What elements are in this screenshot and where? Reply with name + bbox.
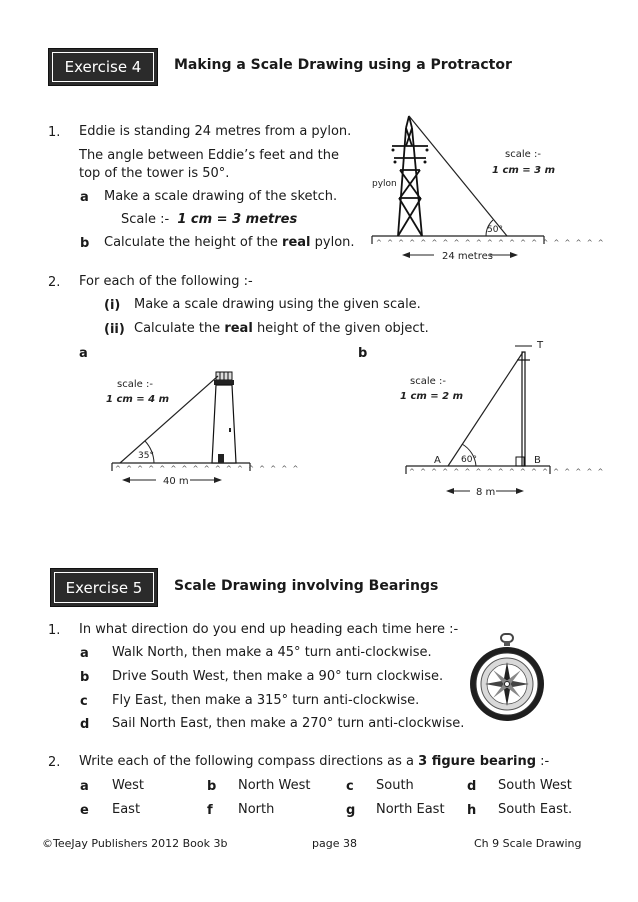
ex5-q2-a-text: West bbox=[112, 778, 144, 793]
ex5-q2-h-label: h bbox=[467, 803, 477, 818]
pole-angle: 60° bbox=[461, 455, 477, 465]
footer-right: Ch 9 Scale Drawing bbox=[474, 837, 582, 850]
pole-label-B: B bbox=[534, 455, 541, 466]
ex5-q2-g-label: g bbox=[346, 803, 356, 818]
q1-scale-value: 1 cm = 3 metres bbox=[177, 212, 298, 227]
ex5-q1-intro: In what direction do you end up heading each time here :- bbox=[79, 622, 459, 637]
ex5-q1-number: 1. bbox=[48, 623, 61, 638]
lighthouse-scale-value: 1 cm = 4 m bbox=[106, 394, 169, 405]
q2-number: 2. bbox=[48, 275, 61, 290]
footer-page: page 38 bbox=[312, 837, 357, 850]
pylon-scale-value: 1 cm = 3 m bbox=[492, 165, 555, 176]
ex5-q2-d-label: d bbox=[467, 779, 477, 794]
ex5-q1-b-text: Drive South West, then make a 90° turn clockwise. bbox=[112, 669, 444, 684]
q2-i-text: Make a scale drawing using the given scale. bbox=[134, 297, 421, 312]
pole-label-A: A bbox=[434, 455, 441, 466]
exercise-5-label: Exercise 5 bbox=[65, 578, 143, 597]
q2-a-label: a bbox=[79, 346, 88, 361]
pylon-distance: 24 metres bbox=[442, 251, 493, 262]
lighthouse-figure bbox=[100, 360, 300, 495]
compass-icon bbox=[466, 632, 548, 724]
q1-line1: Eddie is standing 24 metres from a pylon. bbox=[79, 124, 352, 139]
ex5-q1-a-text: Walk North, then make a 45° turn anti-clockwise. bbox=[112, 645, 432, 660]
exercise-5-title: Scale Drawing involving Bearings bbox=[174, 578, 439, 594]
pole bbox=[515, 346, 532, 466]
q1-b-bold: real bbox=[282, 235, 311, 250]
pole-distance: 8 m bbox=[476, 487, 496, 498]
q2-ii-label: (ii) bbox=[104, 322, 125, 337]
pole-scale-value: 1 cm = 2 m bbox=[400, 391, 463, 402]
q2-i-label: (i) bbox=[104, 298, 121, 313]
pylon-tower bbox=[392, 116, 428, 236]
ex5-q2-intro-bold: 3 figure bearing bbox=[418, 754, 537, 769]
exercise-4-label: Exercise 4 bbox=[64, 58, 142, 76]
pole-figure bbox=[398, 338, 605, 503]
q1-a-label: a bbox=[80, 190, 89, 205]
ex5-q1-c-text: Fly East, then make a 315° turn anti-clockwise. bbox=[112, 693, 420, 708]
ex5-q2-f-label: f bbox=[207, 803, 213, 818]
footer-left: ©TeeJay Publishers 2012 Book 3b bbox=[42, 837, 228, 850]
q1-a-text: Make a scale drawing of the sketch. bbox=[104, 189, 338, 204]
ex5-q2-h-text: South East. bbox=[498, 802, 573, 817]
pylon-angle: 50° bbox=[487, 225, 503, 235]
q2-intro: For each of the following :- bbox=[79, 274, 253, 289]
ex5-q2-g-text: North East bbox=[376, 802, 445, 817]
q2-ii-text bbox=[134, 321, 429, 336]
pole-scale-label: scale :- bbox=[410, 376, 446, 387]
q2-ii-post: height of the given object. bbox=[256, 321, 429, 336]
ex5-q2-d-text: South West bbox=[498, 778, 572, 793]
q1-line2: The angle between Eddie’s feet and the bbox=[79, 148, 339, 163]
ex5-q2-intro-pre: Write each of the following compass directions as a bbox=[79, 754, 415, 769]
q1-scale-prefix: Scale :- bbox=[121, 212, 170, 227]
q2-ii-bold: real bbox=[224, 321, 253, 336]
ex5-q2-f-text: North bbox=[238, 802, 275, 817]
ex5-q2-c-label: c bbox=[346, 779, 354, 794]
q1-b-pre: Calculate the height of the bbox=[104, 235, 278, 250]
pylon-scale-label: scale :- bbox=[505, 149, 541, 160]
ex5-q2-intro bbox=[79, 754, 549, 769]
ex5-q2-number: 2. bbox=[48, 755, 61, 770]
lighthouse bbox=[212, 372, 236, 463]
exercise-5-badge bbox=[50, 568, 158, 607]
ex5-q1-b-label: b bbox=[80, 670, 90, 685]
lighthouse-angle: 35° bbox=[138, 451, 154, 461]
q1-scale bbox=[121, 212, 297, 227]
ex5-q2-e-text: East bbox=[112, 802, 141, 817]
ex5-q1-c-label: c bbox=[80, 694, 88, 709]
q2-ii-pre: Calculate the bbox=[134, 321, 221, 336]
ex5-q2-e-label: e bbox=[80, 803, 89, 818]
lighthouse-scale-label: scale :- bbox=[117, 379, 153, 390]
q1-b-text bbox=[104, 235, 355, 250]
q1-number: 1. bbox=[48, 125, 61, 140]
ex5-q1-d-text: Sail North East, then make a 270° turn anti-clockwise. bbox=[112, 716, 465, 731]
svg-text:^ ^ ^ ^ ^ ^ ^ ^ ^ ^ ^ ^ ^ ^ ^: ^ ^ ^ ^ ^ ^ ^ ^ ^ ^ ^ ^ ^ ^ ^ ^ ^ bbox=[115, 465, 300, 473]
pole-label-T: T bbox=[537, 340, 544, 351]
q1-b-post: pylon. bbox=[314, 235, 355, 250]
q1-line3: top of the tower is 50°. bbox=[79, 166, 230, 181]
svg-text:^ ^ ^ ^ ^ ^ ^ ^ ^ ^ ^ ^ ^ ^ ^: ^ ^ ^ ^ ^ ^ ^ ^ ^ ^ ^ ^ ^ ^ ^ ^ ^ ^ bbox=[409, 468, 605, 476]
ex5-q2-b-text: North West bbox=[238, 778, 311, 793]
exercise-4-badge bbox=[48, 48, 158, 86]
pylon-label: pylon bbox=[372, 179, 397, 189]
pylon-figure bbox=[362, 108, 606, 268]
q1-b-label: b bbox=[80, 236, 90, 251]
ex5-q2-b-label: b bbox=[207, 779, 217, 794]
q2-b-label: b bbox=[358, 346, 368, 361]
svg-text:^ ^ ^ ^ ^ ^ ^ ^ ^ ^ ^ ^ ^ ^ ^: ^ ^ ^ ^ ^ ^ ^ ^ ^ ^ ^ ^ ^ ^ ^ ^ ^ ^ ^ ^ ^ bbox=[376, 239, 606, 247]
ex5-q1-a-label: a bbox=[80, 646, 89, 661]
ex5-q2-a-label: a bbox=[80, 779, 89, 794]
ex5-q2-intro-post: :- bbox=[540, 754, 550, 769]
ex5-q1-d-label: d bbox=[80, 717, 90, 732]
ex5-q2-c-text: South bbox=[376, 778, 414, 793]
exercise-4-title: Making a Scale Drawing using a Protractor bbox=[174, 57, 512, 73]
lighthouse-distance: 40 m bbox=[163, 476, 189, 487]
